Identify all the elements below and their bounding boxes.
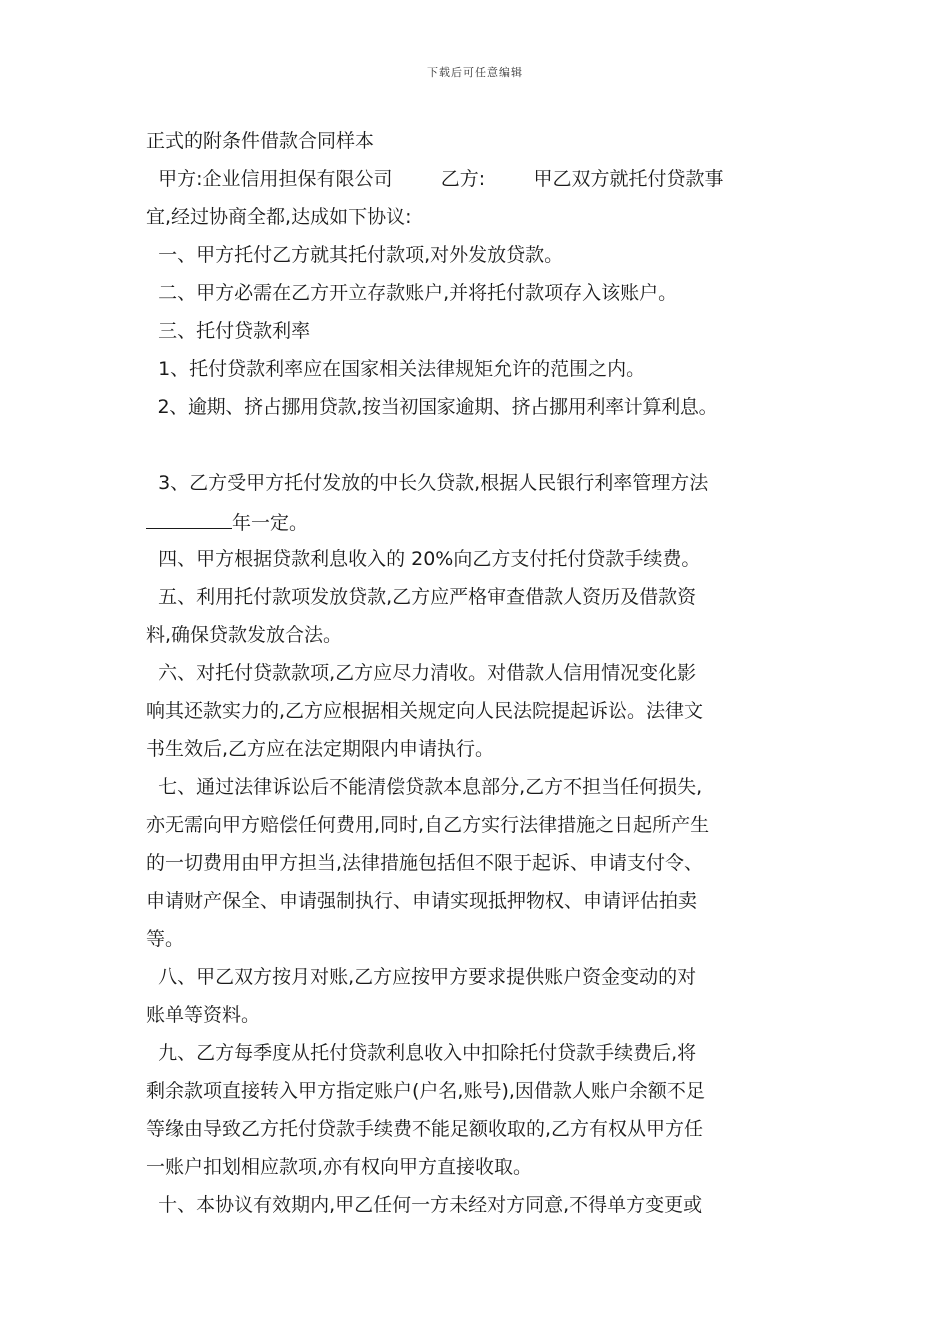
blank-suffix-text: 年一定。 [232,512,309,534]
page-header: 下载后可任意编辑 [427,66,523,79]
paragraph-line: 一、甲方托付乙方就其托付款项,对外发放贷款。 [146,244,564,266]
paragraph-line: 申请财产保全、申请强制执行、申请实现抵押物权、申请评估拍卖 [146,890,698,912]
paragraph-line: 甲方:企业信用担保有限公司 乙方: 甲乙双方就托付贷款事 [146,168,724,190]
paragraph-line: 八、甲乙双方按月对账,乙方应按甲方要求提供账户资金变动的对 [146,966,697,988]
paragraph-line: 三、托付贷款利率 [146,320,311,342]
paragraph-line: 等。 [146,928,185,950]
paragraph-line: 五、利用托付款项发放贷款,乙方应严格审查借款人资历及借款资 [146,586,697,608]
paragraph-line: 书生效后,乙方应在法定期限内申请执行。 [146,738,495,760]
paragraph-line: 四、甲方根据贷款利息收入的 20%向乙方支付托付贷款手续费。 [146,548,701,570]
paragraph-line: 2、逾期、挤占挪用贷款,按当初国家逾期、挤占挪用利率计算利息。 [146,396,718,418]
paragraph-line: 剩余款项直接转入甲方指定账户(户名,账号),因借款人账户余额不足 [146,1080,705,1102]
paragraph-line: 的一切费用由甲方担当,法律措施包括但不限于起诉、申请支付令、 [146,852,704,874]
paragraph-line: 二、甲方必需在乙方开立存款账户,并将托付款项存入该账户。 [146,282,678,304]
paragraph-line: 3、乙方受甲方托付发放的中长久贷款,根据人民银行利率管理方法 [146,472,709,494]
paragraph-line: 账单等资料。 [146,1004,261,1026]
paragraph-line: 七、通过法律诉讼后不能清偿贷款本息部分,乙方不担当任何损失, [146,776,703,798]
document-body [146,122,816,1224]
paragraph-line: 1、托付贷款利率应在国家相关法律规矩允许的范围之内。 [146,358,646,380]
paragraph-line: 宜,经过协商全都,达成如下协议: [146,206,412,228]
paragraph-line: 十、本协议有效期内,甲乙任何一方未经对方同意,不得单方变更或 [146,1194,703,1216]
paragraph-line: 九、乙方每季度从托付贷款利息收入中扣除托付贷款手续费后,将 [146,1042,697,1064]
paragraph-line: 响其还款实力的,乙方应根据相关规定向人民法院提起诉讼。法律文 [146,700,704,722]
paragraph-line: 亦无需向甲方赔偿任何费用,同时,自乙方实行法律措施之日起所产生 [146,814,710,836]
paragraph-line: 料,确保贷款发放合法。 [146,624,343,646]
fill-in-blank [146,502,232,529]
paragraph-line-with-blank [146,502,816,540]
blank-line [146,426,816,464]
paragraph-line: 六、对托付贷款款项,乙方应尽力清收。对借款人信用情况变化影 [146,662,697,684]
document-title: 正式的附条件借款合同样本 [146,130,375,152]
paragraph-line: 一账户扣划相应款项,亦有权向甲方直接收取。 [146,1156,533,1178]
paragraph-line: 等缘由导致乙方托付贷款手续费不能足额收取的,乙方有权从甲方任 [146,1118,704,1140]
